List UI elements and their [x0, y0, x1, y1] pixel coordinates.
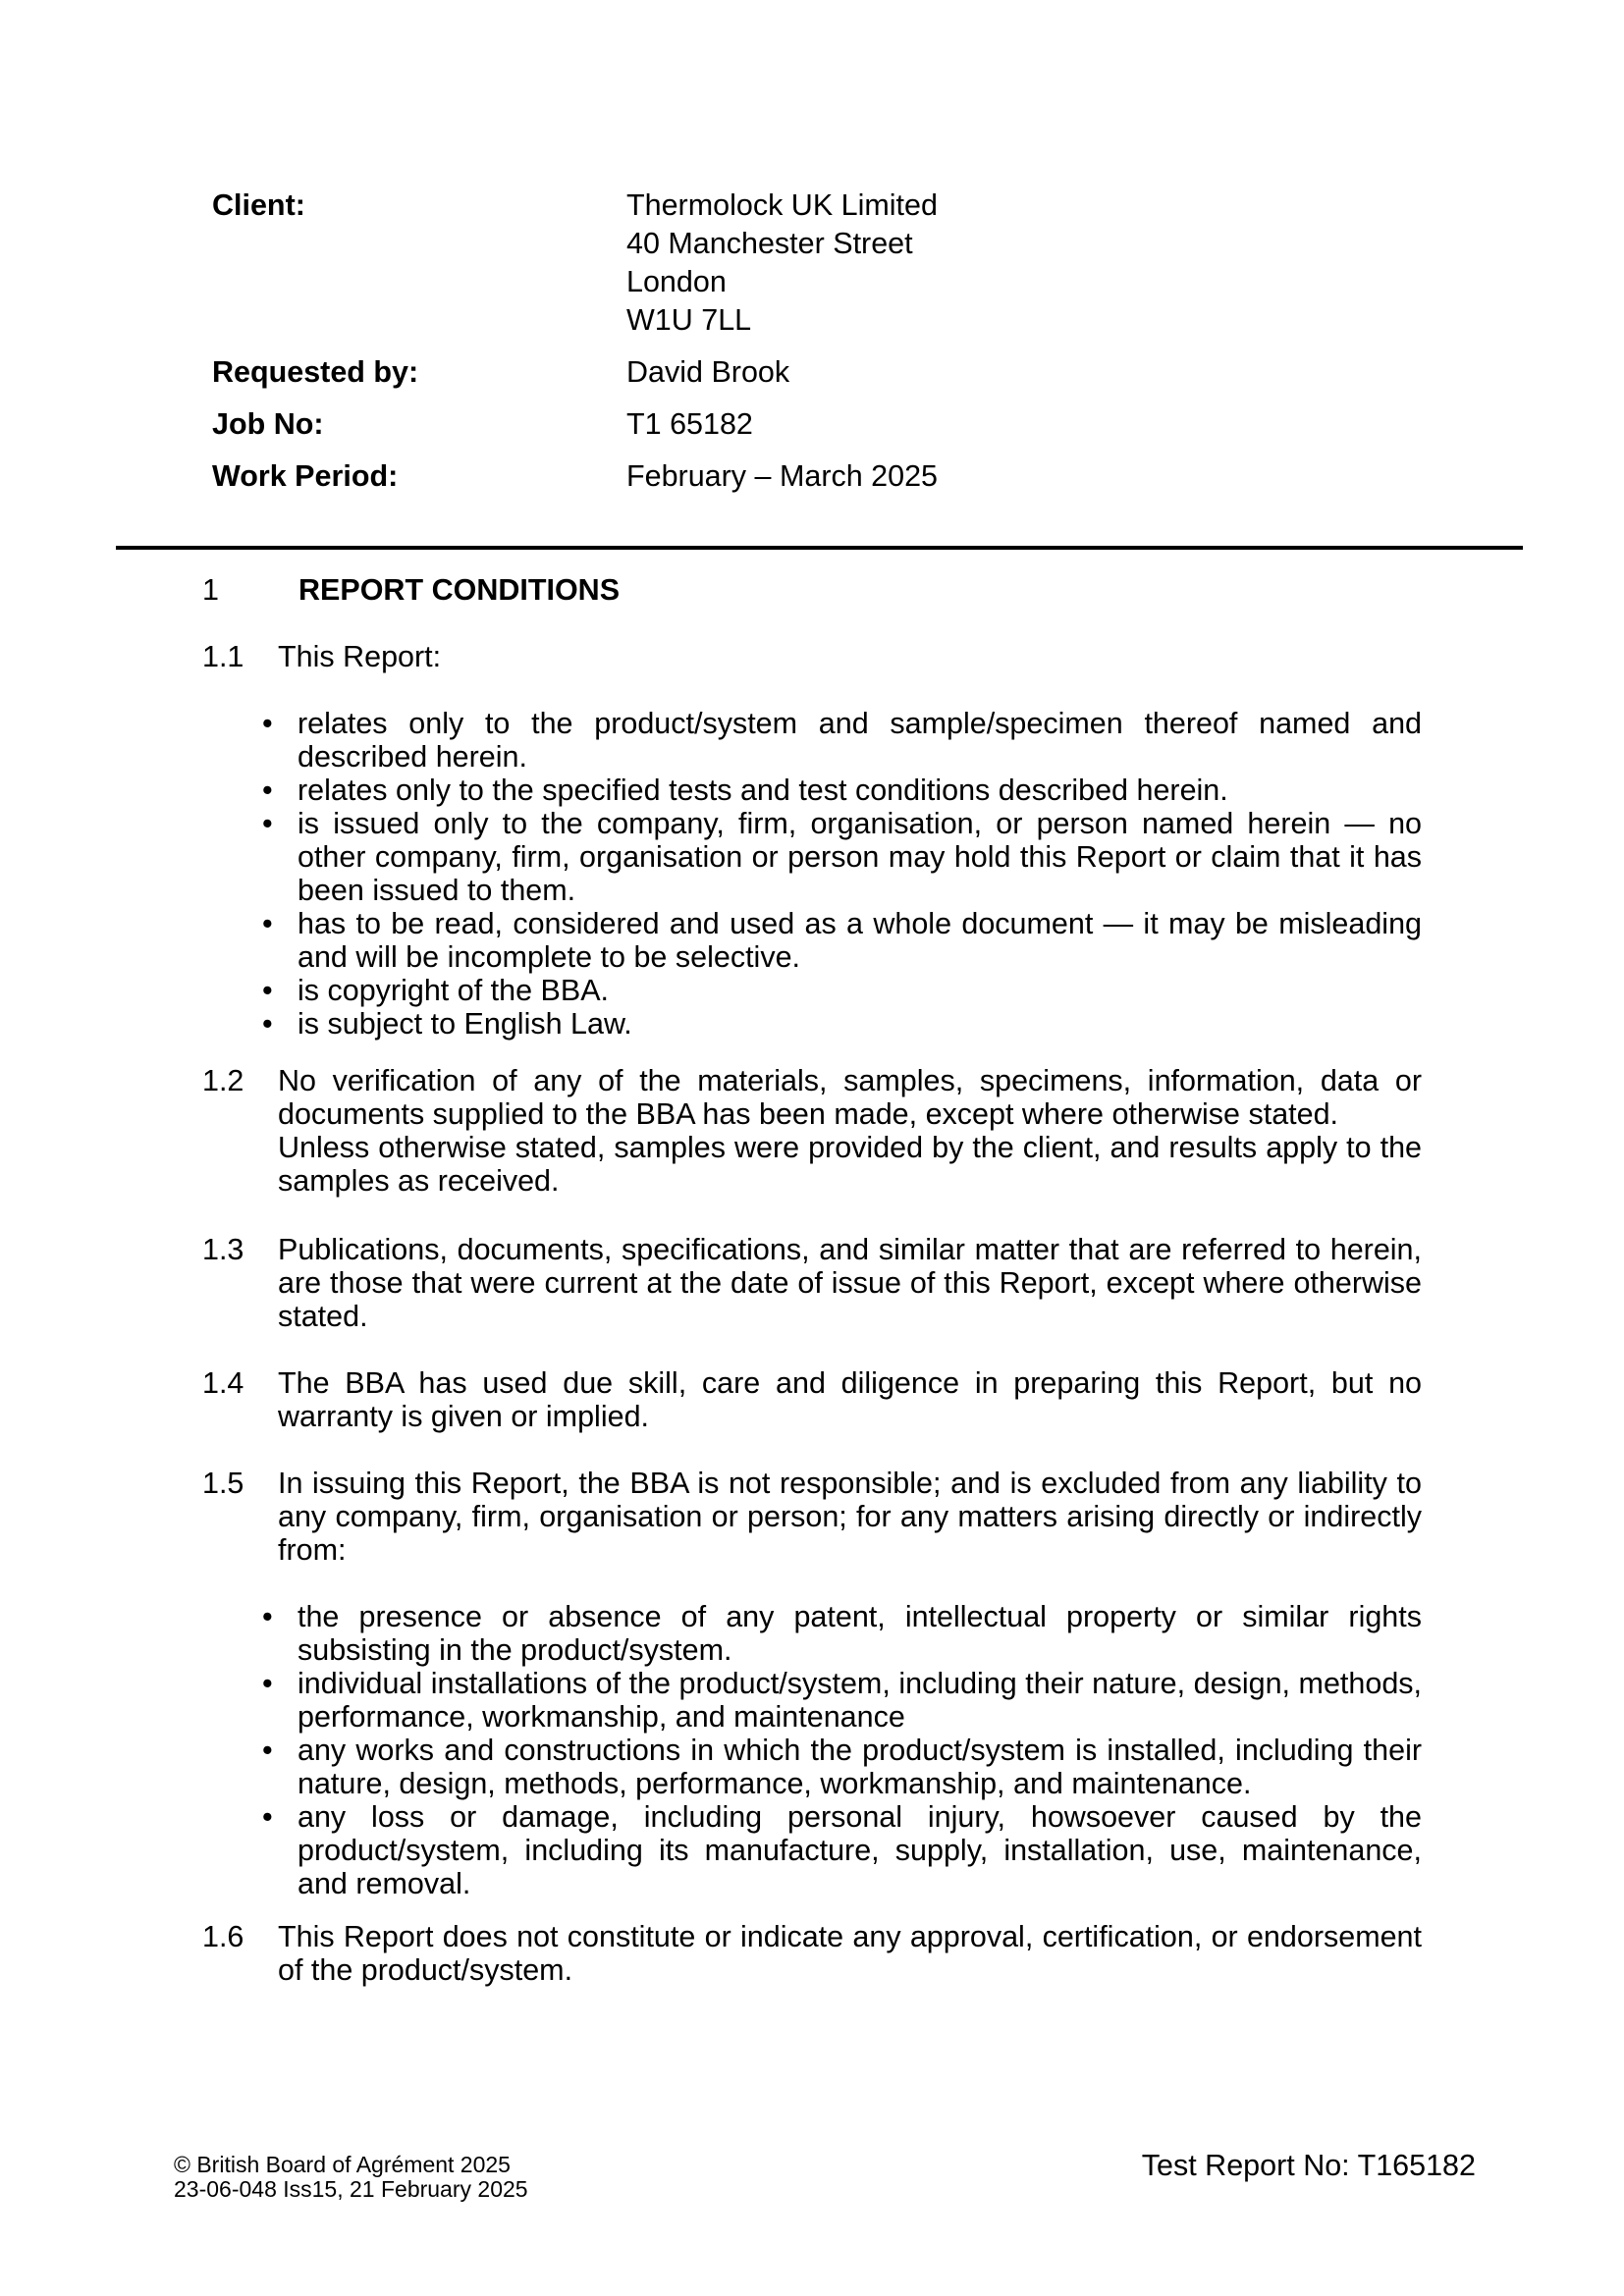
bullet-item	[262, 1667, 1422, 1734]
paragraph: In issuing this Report, the BBA is not responsible; and is excluded from any liability to any company, firm, organisation or person; for any matters arising directly or indirectly from:	[278, 1467, 1422, 1567]
bullet-icon: •	[262, 1667, 273, 1700]
bullet-item	[262, 1007, 1422, 1041]
job-no-value: T1 65182	[626, 407, 753, 441]
client-name: Thermolock UK Limited	[626, 188, 938, 222]
client-value	[626, 187, 938, 340]
bullet-item	[262, 1734, 1422, 1800]
section-number: 1	[202, 573, 219, 607]
bullet-list	[262, 707, 1422, 1041]
subsection-number: 1.5	[202, 1467, 244, 1500]
subsection-body	[262, 640, 1422, 1041]
footer-doc-ref-line: 23-06-048 Iss15, 21 February 2025	[174, 2176, 528, 2202]
subsection-body	[262, 1467, 1422, 1900]
subsection-1-3	[202, 1233, 1422, 1333]
bullet-icon: •	[262, 907, 273, 940]
bullet-list	[262, 1600, 1422, 1900]
subsection-body	[278, 1064, 1422, 1198]
section-title: REPORT CONDITIONS	[298, 573, 621, 607]
bullet-icon: •	[262, 807, 273, 840]
paragraph: This Report:	[278, 640, 442, 673]
bullet-text: relates only to the specified tests and test conditions described herein.	[298, 774, 1228, 807]
header-divider-rule	[116, 546, 1523, 550]
bullet-icon: •	[262, 1734, 273, 1767]
paragraph: The BBA has used due skill, care and diligence in preparing this Report, but no warranty is given or implied.	[278, 1366, 1422, 1433]
requested-by-label: Requested by:	[212, 355, 419, 389]
subsection-number: 1.2	[202, 1064, 244, 1097]
subsection-number: 1.1	[202, 640, 244, 673]
subsection-1-6	[202, 1920, 1422, 1987]
bullet-icon: •	[262, 707, 273, 740]
client-address-line: London	[626, 265, 727, 298]
work-period-value: February – March 2025	[626, 459, 939, 493]
bullet-text: any works and constructions in which the product/system is installed, including their nature, design, methods, performance, workmanship, and maintenance.	[298, 1734, 1422, 1800]
paragraph: This Report does not constitute or indicate any approval, certification, or endorsement of the product/system.	[278, 1920, 1422, 1987]
bullet-item	[262, 707, 1422, 774]
bullet-item	[262, 807, 1422, 907]
section-heading	[202, 573, 1422, 607]
paragraph: Publications, documents, specifications, and similar matter that are referred to herein, are those that were current at the date of issue of this Report, except where otherwise stated.	[278, 1233, 1422, 1333]
client-address-line: W1U 7LL	[626, 303, 752, 337]
bullet-icon: •	[262, 1600, 273, 1633]
client-address-line: 40 Manchester Street	[626, 227, 913, 260]
paragraph: No verification of any of the materials, samples, specimens, information, data or documents supplied to the BBA has been made, except where otherwise stated.	[278, 1064, 1422, 1131]
footer-report-number: Test Report No: T165182	[1141, 2149, 1476, 2182]
bullet-text: is subject to English Law.	[298, 1007, 632, 1041]
bullet-item	[262, 774, 1422, 807]
bullet-icon: •	[262, 774, 273, 807]
job-no-label: Job No:	[212, 407, 324, 441]
footer-copyright-line: © British Board of Agrément 2025	[174, 2152, 511, 2177]
subsection-body	[278, 1366, 1422, 1433]
bullet-icon: •	[262, 1800, 273, 1834]
meta-row-client	[212, 187, 1624, 340]
client-label: Client:	[212, 188, 305, 222]
bullet-text: any loss or damage, including personal injury, howsoever caused by the product/system, including its manufacture, supply, installation, use, maintenance, and removal.	[298, 1800, 1422, 1900]
requested-by-value: David Brook	[626, 355, 790, 389]
subsection-1-4	[202, 1366, 1422, 1433]
subsection-body	[278, 1920, 1422, 1987]
bullet-text: the presence or absence of any patent, intellectual property or similar rights subsisting in the product/system.	[298, 1600, 1422, 1667]
subsection-1-5	[202, 1467, 1422, 1900]
bullet-text: is issued only to the company, firm, organisation, or person named herein — no other company, firm, organisation or person may hold this Report or claim that it has been issued to them.	[298, 807, 1422, 907]
meta-row-job-no	[212, 405, 1624, 444]
report-meta-block	[212, 187, 1624, 496]
subsection-1-1	[202, 640, 1422, 1041]
bullet-text: relates only to the product/system and sample/specimen thereof named and described herein.	[298, 707, 1422, 774]
bullet-text: has to be read, considered and used as a whole document — it may be misleading and will be incomplete to be selective.	[298, 907, 1422, 974]
subsection-body	[278, 1233, 1422, 1333]
meta-row-work-period	[212, 457, 1624, 496]
paragraph: Unless otherwise stated, samples were provided by the client, and results apply to the samples as received.	[278, 1131, 1422, 1198]
subsection-number: 1.6	[202, 1920, 244, 1953]
bullet-icon: •	[262, 1007, 273, 1041]
bullet-item	[262, 1800, 1422, 1900]
bullet-item	[262, 1600, 1422, 1667]
subsection-number: 1.3	[202, 1233, 244, 1266]
bullet-icon: •	[262, 974, 273, 1007]
bullet-item	[262, 907, 1422, 974]
work-period-label: Work Period:	[212, 459, 399, 493]
subsection-1-2	[202, 1064, 1422, 1198]
subsection-number: 1.4	[202, 1366, 244, 1400]
bullet-item	[262, 974, 1422, 1007]
bullet-text: individual installations of the product/system, including their nature, design, methods, performance, workmanship, and maintenance	[298, 1667, 1422, 1734]
bullet-text: is copyright of the BBA.	[298, 974, 610, 1007]
footer-left	[174, 2153, 528, 2202]
meta-row-requested-by	[212, 353, 1624, 392]
